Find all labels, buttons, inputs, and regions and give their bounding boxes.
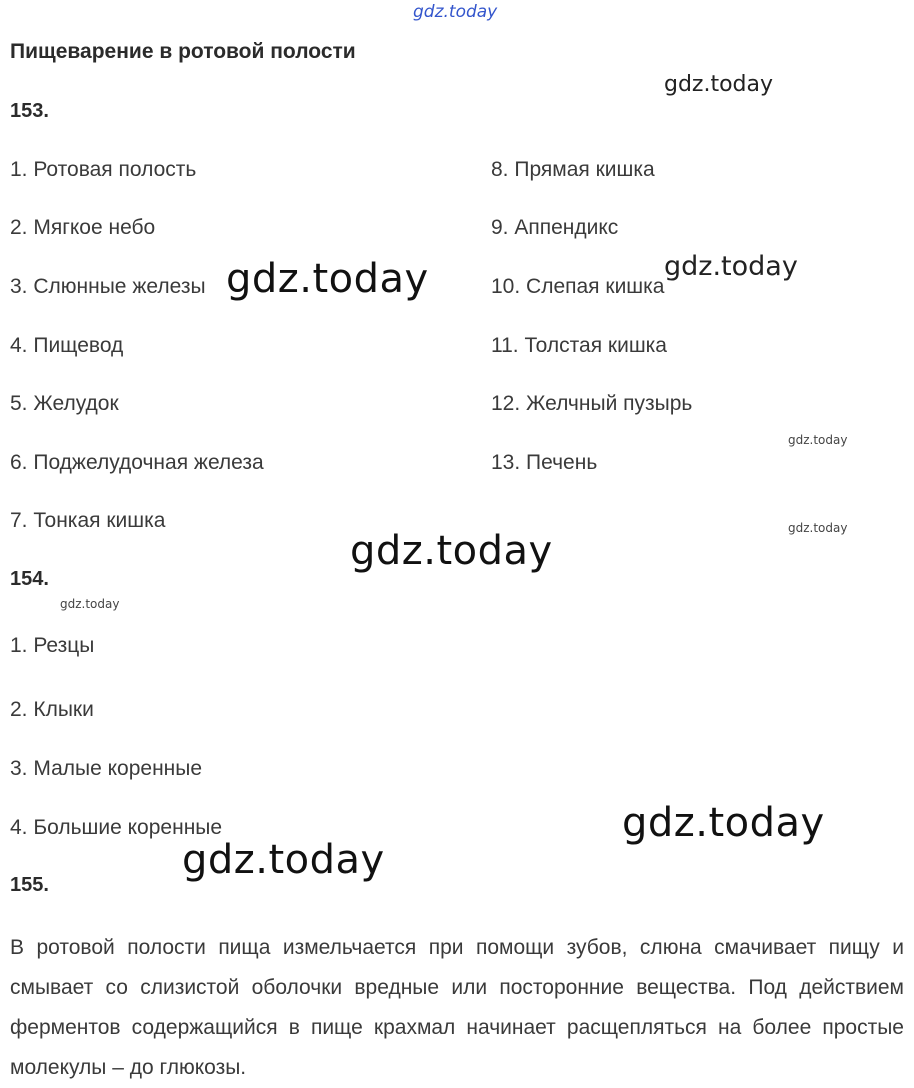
list-item: 3. Слюнные железы <box>10 275 206 298</box>
watermark: gdz.today <box>622 800 825 846</box>
list-item: 5. Желудок <box>10 392 119 415</box>
list-item: 3. Малые коренные <box>10 757 203 780</box>
list-item: 2. Мягкое небо <box>10 216 156 239</box>
watermark: gdz.today <box>788 433 848 447</box>
watermark: gdz.today <box>350 528 553 574</box>
list-item: 6. Поджелудочная железа <box>10 451 264 474</box>
list-item: 2. Клыки <box>10 698 94 721</box>
task-number-153: 153. <box>10 100 49 122</box>
watermark: gdz.today <box>788 521 848 535</box>
list-item: 7. Тонкая кишка <box>10 509 166 532</box>
list-item: 4. Пищевод <box>10 334 124 357</box>
answer-paragraph: В ротовой полости пища измельчается при помощи зубов, слюна смачивает пищу и смывает со слизистой оболочки вредные или посторонние вещества. Под действием ферментов содержащийся в пище крахмал начинает расщепляться на более простые молекулы – до глюкозы. <box>10 936 904 1079</box>
watermark: gdz.today <box>664 72 774 97</box>
watermark: gdz.today <box>664 251 798 282</box>
list-item: 9. Аппендикс <box>491 216 619 239</box>
list-item: 8. Прямая кишка <box>491 158 655 181</box>
list-item: 10. Слепая кишка <box>491 275 665 298</box>
list-item: 1. Ротовая полость <box>10 158 197 181</box>
list-item: 11. Толстая кишка <box>491 334 667 357</box>
watermark-top: gdz.today <box>413 2 498 22</box>
list-item: 4. Большие коренные <box>10 816 223 839</box>
task-number-154: 154. <box>10 568 49 590</box>
list-item: 1. Резцы <box>10 634 95 657</box>
watermark: gdz.today <box>60 597 120 611</box>
task-number-155: 155. <box>10 874 49 896</box>
watermark: gdz.today <box>182 837 385 883</box>
page-title: Пищеварение в ротовой полости <box>10 40 356 63</box>
watermark: gdz.today <box>226 256 429 302</box>
list-item: 13. Печень <box>491 451 598 474</box>
list-item: 12. Желчный пузырь <box>491 392 693 415</box>
